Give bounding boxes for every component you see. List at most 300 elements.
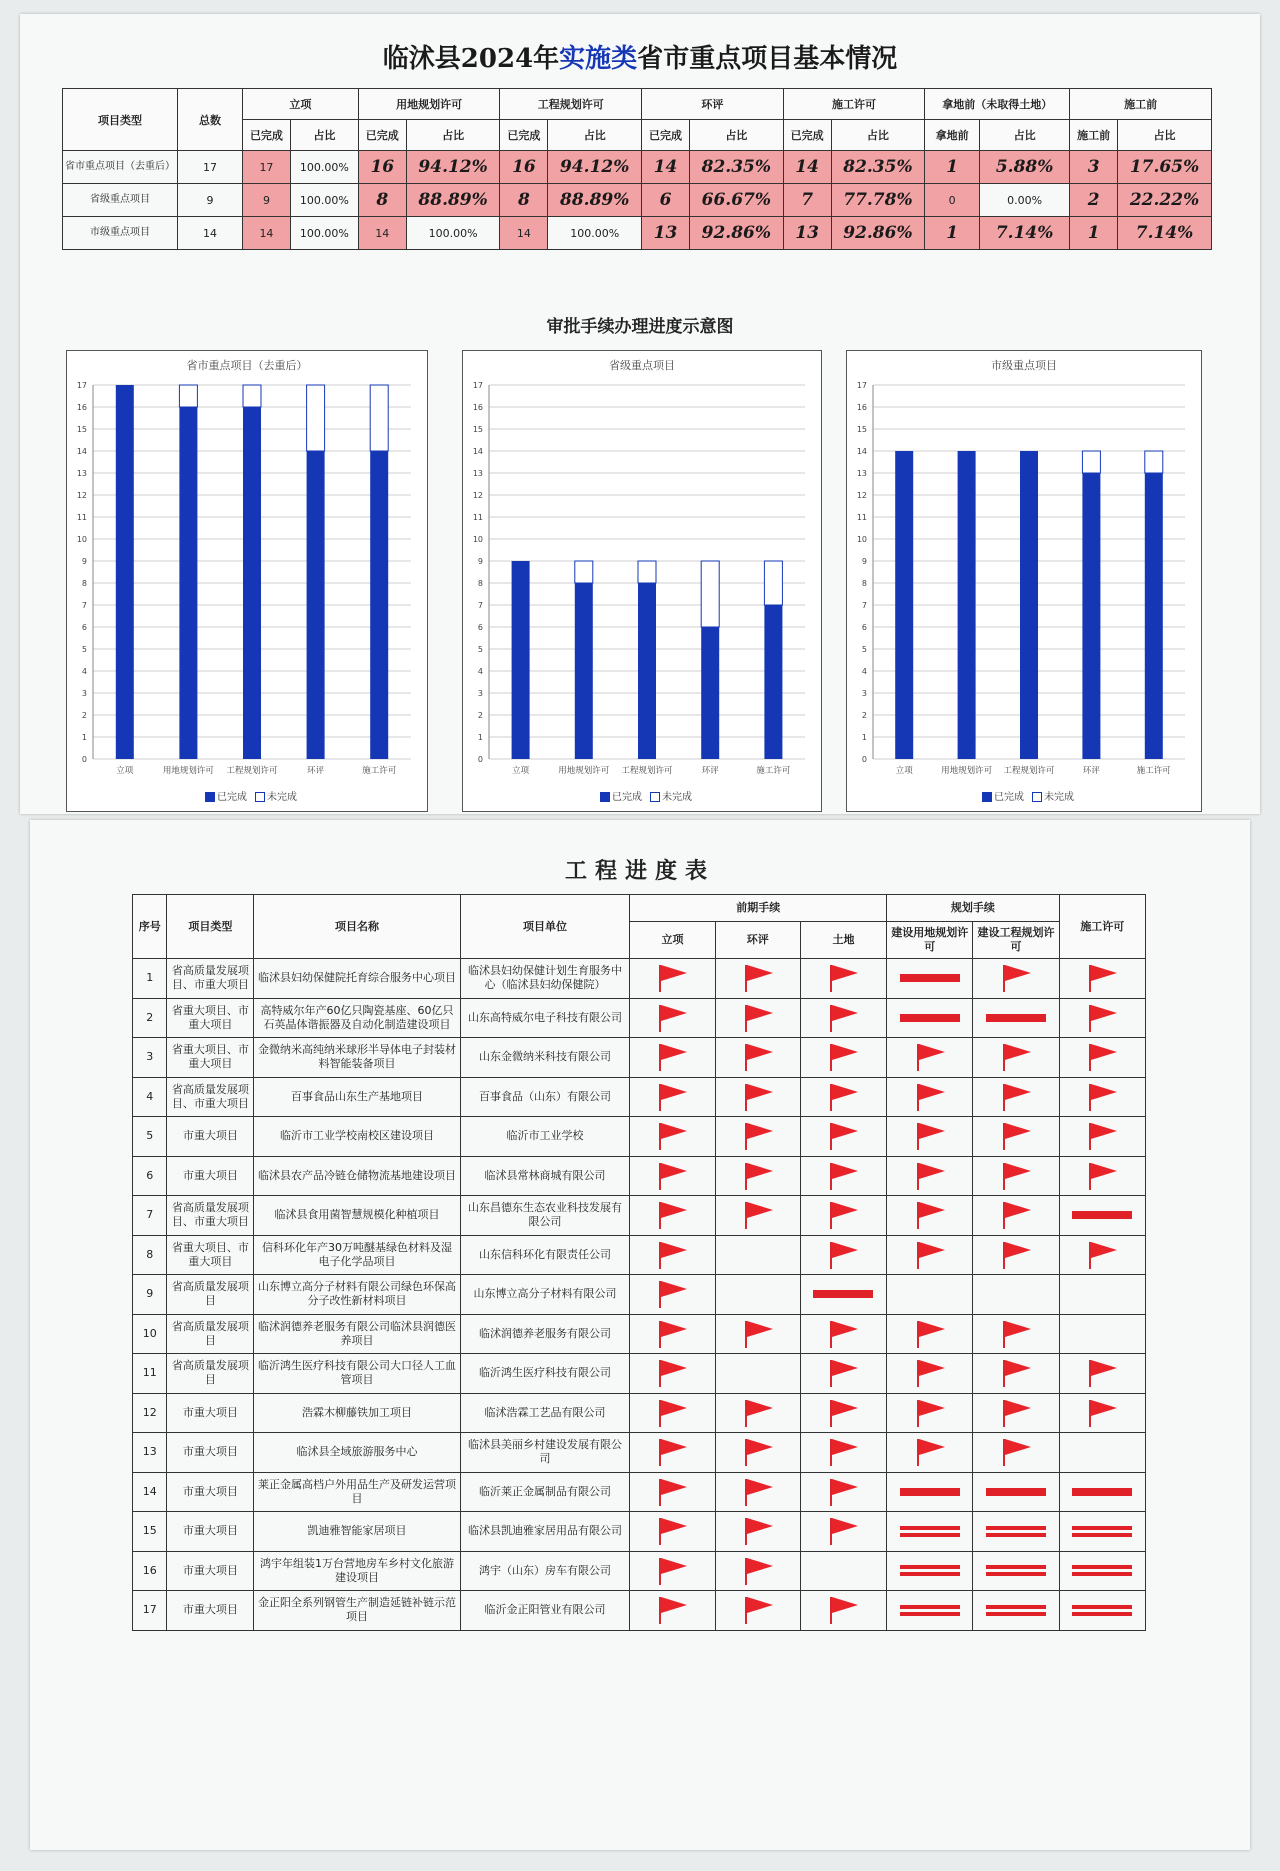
status-cell [1059,1512,1145,1552]
row-cell: 7.14% [1118,217,1212,250]
status-cell [800,1275,886,1315]
red-flag-icon [1000,1358,1032,1388]
red-flag-icon [742,963,774,993]
row-cell: 94.12% [548,151,642,184]
y-tick-label: 3 [477,689,483,698]
status-cell [715,1591,800,1631]
bar-pending [638,561,656,583]
status-cell [715,1433,800,1473]
row-name: 临沂市工业学校南校区建设项目 [254,1117,460,1157]
red-flag-icon [827,1200,859,1230]
red-flag-icon [742,1121,774,1151]
red-flag-icon [1086,1358,1118,1388]
chart-svg [67,351,427,811]
y-tick-label: 10 [856,535,867,544]
row-type: 省高质量发展项目 [167,1275,254,1315]
status-cell [800,998,886,1038]
header-sg: 施工许可 [1059,895,1145,959]
subheader: 占比 [1118,120,1212,151]
red-flag-icon [742,1398,774,1428]
row-name: 临沭县食用菌智慧规模化种植项目 [254,1196,460,1236]
status-cell [630,1551,715,1591]
status-cell [630,1314,715,1354]
bar-done [895,451,913,759]
row-name: 浩霖木柳藤铁加工项目 [254,1393,460,1433]
row-cell: 17 [243,151,291,184]
row-cell: 7 [783,184,831,217]
row-name: 金微纳米高纯纳米球形半导体电子封装材料智能装备项目 [254,1038,460,1078]
row-no: 14 [133,1472,167,1512]
header-pre: 前期手续 [630,895,887,922]
y-tick-label: 0 [861,755,867,764]
red-flag-icon [656,1516,688,1546]
red-flag-icon [656,1398,688,1428]
red-flag-icon [656,1595,688,1625]
status-cell [800,1354,886,1394]
chart-provincial [462,350,822,812]
row-type: 市重大项目 [167,1393,254,1433]
row-cell: 92.86% [689,217,783,250]
red-flag-icon [1086,1161,1118,1191]
y-tick-label: 17 [472,381,483,390]
y-tick-label: 4 [81,667,87,676]
y-tick-label: 17 [76,381,87,390]
progress-row [133,959,1146,999]
status-cell [715,1038,800,1078]
red-flag-icon [742,1556,774,1586]
row-cell: 2 [1070,184,1118,217]
status-cell [973,1275,1059,1315]
row-name: 金正阳全系列钢管生产制造延链补链示范项目 [254,1591,460,1631]
row-cell: 14 [500,217,548,250]
progress-sheet [30,820,1250,1850]
bar-done [1020,451,1038,759]
header-total: 总数 [178,89,243,151]
red-flag-icon [1086,963,1118,993]
status-cell [1059,1117,1145,1157]
row-cell: 7.14% [980,217,1070,250]
status-cell [715,1314,800,1354]
red-flag-icon [656,1319,688,1349]
red-flag-icon [827,1398,859,1428]
row-unit: 临沭县常林商城有限公司 [460,1156,630,1196]
red-flag-icon [1086,1398,1118,1428]
status-cell [973,1156,1059,1196]
y-tick-label: 15 [76,425,87,434]
red-flag-icon [742,1161,774,1191]
status-cell [1059,1354,1145,1394]
row-total: 14 [178,217,243,250]
row-unit: 临沭县妇幼保健计划生育服务中心（临沭县妇幼保健院） [460,959,630,999]
progress-row [133,1314,1146,1354]
status-cell [973,1117,1059,1157]
status-cell [630,1393,715,1433]
red-flag-icon [656,963,688,993]
status-cell [630,1117,715,1157]
row-type: 市重大项目 [167,1117,254,1157]
row-no: 1 [133,959,167,999]
red-flag-icon [914,1121,946,1151]
red-bar-icon [900,1488,960,1496]
summary-row [63,184,1212,217]
progress-row [133,1275,1146,1315]
row-type: 省重大项目、市重大项目 [167,998,254,1038]
header-gcgh: 建设工程规划许可 [973,922,1059,959]
status-cell [630,1591,715,1631]
status-cell [887,1354,973,1394]
header-hp: 环评 [715,922,800,959]
red-flag-icon [742,1477,774,1507]
row-cell: 94.12% [406,151,500,184]
header-group: 工程规划许可 [500,89,642,120]
y-tick-label: 1 [861,733,867,742]
status-cell [1059,1433,1145,1473]
row-unit: 临沂鸿生医疗科技有限公司 [460,1354,630,1394]
bar-done [1145,473,1163,759]
status-cell [630,1275,715,1315]
row-type: 市级重点项目 [63,217,178,250]
progress-row [133,1117,1146,1157]
red-flag-icon [742,1200,774,1230]
y-tick-label: 4 [861,667,867,676]
status-cell [887,1196,973,1236]
y-tick-label: 5 [81,645,87,654]
status-cell [1059,1551,1145,1591]
status-cell [1059,1235,1145,1275]
status-cell [1059,959,1145,999]
row-unit: 临沭县美丽乡村建设发展有限公司 [460,1433,630,1473]
red-flag-icon [827,1437,859,1467]
header-unit: 项目单位 [460,895,630,959]
row-name: 莱正金属高档户外用品生产及研发运营项目 [254,1472,460,1512]
row-name: 鸿宇年组装1万台营地房车乡村文化旅游建设项目 [254,1551,460,1591]
status-cell [887,1433,973,1473]
y-tick-label: 3 [81,689,87,698]
row-cell: 100.00% [290,184,358,217]
y-tick-label: 2 [81,711,87,720]
chart-title: 省级重点项目 [609,359,675,372]
row-no: 6 [133,1156,167,1196]
y-tick-label: 13 [76,469,87,478]
status-cell [630,998,715,1038]
summary-row [63,151,1212,184]
row-name: 信科环化年产30万吨醚基绿色材料及湿电子化学品项目 [254,1235,460,1275]
red-flag-icon [914,1200,946,1230]
summary-sheet [20,14,1260,814]
red-flag-icon [1000,1082,1032,1112]
row-cell: 8 [358,184,406,217]
red-double-bar-icon [900,1605,960,1616]
bar-pending [575,561,593,583]
y-tick-label: 11 [76,513,87,522]
row-name: 临沭县全域旅游服务中心 [254,1433,460,1473]
y-tick-label: 7 [81,601,87,610]
red-double-bar-icon [1072,1526,1132,1537]
red-flag-icon [656,1003,688,1033]
row-cell: 13 [642,217,690,250]
red-flag-icon [827,1516,859,1546]
red-flag-icon [656,1358,688,1388]
status-cell [715,1077,800,1117]
red-bar-icon [986,1488,1046,1496]
red-flag-icon [656,1556,688,1586]
y-tick-label: 15 [472,425,483,434]
header-group: 施工前 [1070,89,1212,120]
row-cell: 100.00% [290,151,358,184]
x-tick-label: 用地规划许可 [558,766,610,776]
row-type: 省重大项目、市重大项目 [167,1235,254,1275]
progress-row [133,1196,1146,1236]
chart-combined [66,350,428,812]
row-no: 17 [133,1591,167,1631]
bar-pending [307,385,325,451]
row-unit: 百事食品（山东）有限公司 [460,1077,630,1117]
status-cell [887,998,973,1038]
progress-row [133,1393,1146,1433]
row-no: 2 [133,998,167,1038]
red-flag-icon [914,1161,946,1191]
bar-done [575,583,593,759]
row-type: 市重大项目 [167,1551,254,1591]
x-tick-label: 立项 [116,766,134,776]
subheader: 已完成 [500,120,548,151]
row-cell: 17.65% [1118,151,1212,184]
status-cell [800,1038,886,1078]
status-cell [630,1433,715,1473]
progress-row [133,1433,1146,1473]
status-cell [715,1472,800,1512]
status-cell [1059,1314,1145,1354]
red-flag-icon [742,1003,774,1033]
red-flag-icon [827,1042,859,1072]
row-unit: 山东信科环化有限责任公司 [460,1235,630,1275]
red-flag-icon [827,1161,859,1191]
red-flag-icon [1086,1240,1118,1270]
red-flag-icon [1000,963,1032,993]
bar-pending [1082,451,1100,473]
row-cell: 14 [642,151,690,184]
red-flag-icon [827,1358,859,1388]
x-tick-label: 环评 [701,766,719,776]
row-name: 临沭县妇幼保健院托育综合服务中心项目 [254,959,460,999]
row-unit: 临沂金正阳管业有限公司 [460,1591,630,1631]
row-name: 山东博立高分子材料有限公司绿色环保高分子改性新材料项目 [254,1275,460,1315]
status-cell [887,1077,973,1117]
x-tick-label: 施工许可 [1136,766,1171,776]
row-cell: 16 [500,151,548,184]
red-double-bar-icon [1072,1605,1132,1616]
chart-legend: 已完成 未完成 [67,788,427,803]
red-flag-icon [827,1003,859,1033]
row-no: 8 [133,1235,167,1275]
status-cell [715,1235,800,1275]
row-cell: 88.89% [406,184,500,217]
y-tick-label: 11 [472,513,483,522]
row-cell: 1 [925,151,980,184]
row-unit: 临沭县凯迪雅家居用品有限公司 [460,1512,630,1552]
red-flag-icon [1000,1398,1032,1428]
row-cell: 82.35% [831,151,925,184]
y-tick-label: 14 [472,447,483,456]
row-unit: 山东博立高分子材料有限公司 [460,1275,630,1315]
status-cell [800,1117,886,1157]
x-tick-label: 施工许可 [362,766,397,776]
status-cell [1059,1275,1145,1315]
row-no: 3 [133,1038,167,1078]
row-no: 12 [133,1393,167,1433]
y-tick-label: 10 [472,535,483,544]
row-cell: 0.00% [980,184,1070,217]
y-tick-label: 16 [856,403,867,412]
subheader: 施工前 [1070,120,1118,151]
status-cell [715,1156,800,1196]
row-cell: 22.22% [1118,184,1212,217]
y-tick-label: 14 [856,447,867,456]
y-tick-label: 12 [856,491,867,500]
status-cell [630,1077,715,1117]
row-name: 百事食品山东生产基地项目 [254,1077,460,1117]
header-plan: 规划手续 [887,895,1060,922]
row-cell: 16 [358,151,406,184]
row-cell: 9 [243,184,291,217]
subheader: 占比 [980,120,1070,151]
x-tick-label: 用地规划许可 [941,766,993,776]
bar-done [512,561,530,759]
row-type: 市重大项目 [167,1156,254,1196]
status-cell [973,1077,1059,1117]
red-flag-icon [1000,1437,1032,1467]
row-name: 凯迪雅智能家居项目 [254,1512,460,1552]
status-cell [887,959,973,999]
status-cell [715,1196,800,1236]
red-bar-icon [900,1014,960,1022]
status-cell [800,1156,886,1196]
subheader: 已完成 [642,120,690,151]
red-flag-icon [1000,1161,1032,1191]
status-cell [715,1275,800,1315]
row-type: 省高质量发展项目、市重大项目 [167,1077,254,1117]
status-cell [973,1433,1059,1473]
status-cell [887,1156,973,1196]
row-cell: 5.88% [980,151,1070,184]
y-tick-label: 6 [477,623,483,632]
bar-pending [764,561,782,605]
row-type: 省高质量发展项目 [167,1354,254,1394]
red-flag-icon [827,1595,859,1625]
page-title: 临沭县2024年实施类省市重点项目基本情况 [382,44,898,74]
status-cell [800,1512,886,1552]
red-double-bar-icon [986,1605,1046,1616]
bar-done [958,451,976,759]
red-flag-icon [1000,1240,1032,1270]
subheader: 占比 [290,120,358,151]
row-type: 省重大项目、市重大项目 [167,1038,254,1078]
status-cell [1059,1156,1145,1196]
header-name: 项目名称 [254,895,460,959]
status-cell [973,959,1059,999]
status-cell [1059,998,1145,1038]
red-flag-icon [827,1082,859,1112]
header-type: 项目类型 [63,89,178,151]
row-cell: 1 [925,217,980,250]
red-flag-icon [827,1240,859,1270]
row-cell: 3 [1070,151,1118,184]
bar-pending [1145,451,1163,473]
red-flag-icon [656,1200,688,1230]
status-cell [715,1117,800,1157]
row-total: 17 [178,151,243,184]
status-cell [630,1156,715,1196]
bar-done [243,407,261,759]
x-tick-label: 立项 [895,766,913,776]
x-tick-label: 工程规划许可 [1003,766,1055,776]
row-no: 13 [133,1433,167,1473]
red-flag-icon [1086,1042,1118,1072]
row-unit: 山东昌德东生态农业科技发展有限公司 [460,1196,630,1236]
status-cell [887,1393,973,1433]
chart-legend: 已完成 未完成 [847,788,1201,803]
status-cell [973,1472,1059,1512]
row-no: 5 [133,1117,167,1157]
status-cell [973,1038,1059,1078]
bar-done [638,583,656,759]
row-cell: 92.86% [831,217,925,250]
subheader: 已完成 [243,120,291,151]
status-cell [630,1472,715,1512]
red-flag-icon [914,1437,946,1467]
row-unit: 临沂莱正金属制品有限公司 [460,1472,630,1512]
row-name: 临沂鸿生医疗科技有限公司大口径人工血管项目 [254,1354,460,1394]
row-no: 7 [133,1196,167,1236]
red-flag-icon [742,1595,774,1625]
red-bar-icon [813,1290,873,1298]
header-group: 环评 [642,89,784,120]
row-type: 市重大项目 [167,1472,254,1512]
row-unit: 山东金微纳米科技有限公司 [460,1038,630,1078]
status-cell [630,1354,715,1394]
red-flag-icon [656,1161,688,1191]
red-double-bar-icon [1072,1565,1132,1576]
row-total: 9 [178,184,243,217]
row-cell: 77.78% [831,184,925,217]
red-bar-icon [1072,1488,1132,1496]
red-flag-icon [1000,1042,1032,1072]
row-unit: 临沭浩霖工艺品有限公司 [460,1393,630,1433]
row-cell: 14 [243,217,291,250]
y-tick-label: 16 [472,403,483,412]
progress-row [133,1591,1146,1631]
status-cell [973,1591,1059,1631]
row-cell: 6 [642,184,690,217]
status-cell [973,1196,1059,1236]
progress-row [133,1472,1146,1512]
y-tick-label: 11 [856,513,867,522]
status-cell [1059,1393,1145,1433]
status-cell [800,1551,886,1591]
header-ydgh: 建设用地规划许可 [887,922,973,959]
status-cell [973,998,1059,1038]
red-flag-icon [742,1437,774,1467]
status-cell [887,1038,973,1078]
row-cell: 14 [783,151,831,184]
status-cell [1059,1196,1145,1236]
y-tick-label: 5 [477,645,483,654]
red-flag-icon [1086,1121,1118,1151]
bar-done [701,627,719,759]
chart-municipal [846,350,1202,812]
progress-row [133,998,1146,1038]
row-cell: 1 [1070,217,1118,250]
